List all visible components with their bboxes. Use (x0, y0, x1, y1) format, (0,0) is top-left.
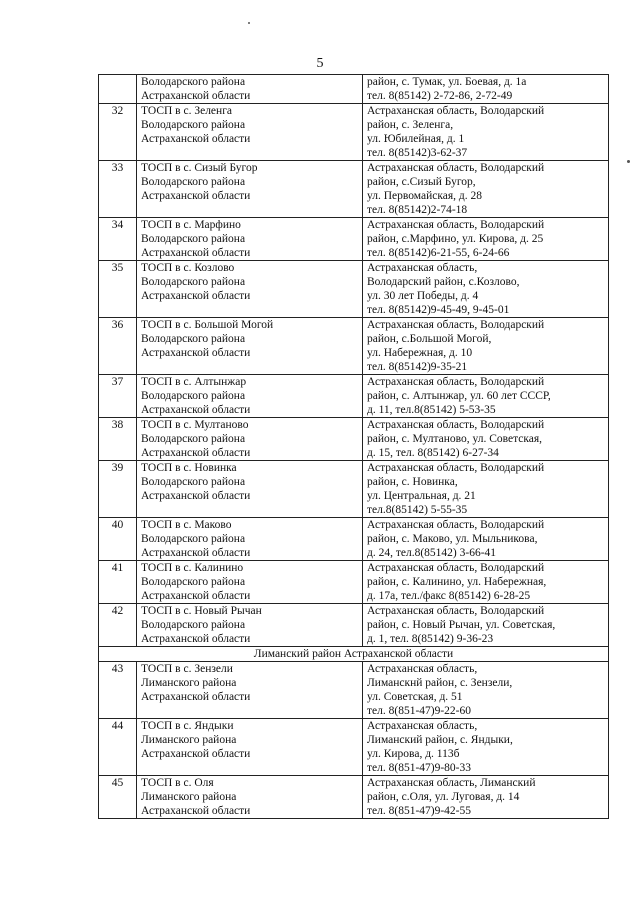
row-number: 45 (99, 776, 137, 819)
office-name-line: Володарского района (141, 476, 246, 488)
scan-speck (248, 22, 250, 24)
office-name-line: Лиманского района (141, 734, 237, 746)
address-line: тел. 8(851-47)9-80-33 (367, 762, 472, 774)
office-name-cell (137, 261, 363, 318)
office-name-line: ТОСП в с. Козлово (141, 262, 235, 274)
office-name-line: ТОСП в с. Новый Рычан (141, 605, 262, 617)
address-line: район, с. Новинка, (367, 476, 458, 488)
address-line: ул. Кирова, д. 113б (367, 748, 460, 760)
office-name-line: Астраханской области (141, 633, 251, 645)
office-name-line: Астраханской области (141, 748, 251, 760)
address-line: ул. Набережная, д. 10 (367, 347, 473, 359)
office-name-cell (137, 75, 363, 104)
address-line: Астраханская область, Володарский (367, 319, 545, 331)
office-name-line: Володарского района (141, 533, 246, 545)
office-name-line: Володарского района (141, 176, 246, 188)
address-line: Астраханская область, Володарский (367, 376, 545, 388)
address-line: Астраханская область, Володарский (367, 519, 545, 531)
address-line: д. 1, тел. 8(85142) 9-36-23 (367, 633, 494, 645)
table-row (99, 418, 609, 461)
address-line: район, с. Зеленга, (367, 119, 454, 131)
address-line: ул. Юбилейная, д. 1 (367, 133, 465, 145)
office-name-cell (137, 561, 363, 604)
office-name-line: ТОСП в с. Яндыки (141, 720, 234, 732)
row-number (99, 75, 137, 104)
office-name-line: Володарского района (141, 433, 246, 445)
office-name-line: Астраханской области (141, 547, 251, 559)
address-line: район, с.Сизый Бугор, (367, 176, 476, 188)
address-line: д. 17а, тел./факс 8(85142) 6-28-25 (367, 590, 531, 602)
section-heading-row (99, 647, 609, 662)
office-name-line: ТОСП в с. Оля (141, 777, 214, 789)
office-name-line: Астраханской области (141, 805, 251, 817)
address-line: район, с.Оля, ул. Луговая, д. 14 (367, 791, 520, 803)
address-line: район, с. Калинино, ул. Набережная, (367, 576, 547, 588)
address-line: тел. 8(85142)3-62-37 (367, 147, 468, 159)
office-name-cell (137, 518, 363, 561)
address-cell (363, 719, 609, 776)
address-line: д. 24, тел.8(85142) 3-66-41 (367, 547, 497, 559)
address-line: тел.8(85142) 5-55-35 (367, 504, 468, 516)
address-line: д. 15, тел. 8(85142) 6-27-34 (367, 447, 499, 459)
office-name-line: Астраханской области (141, 691, 251, 703)
address-line: тел. 8(851-47)9-22-60 (367, 705, 472, 717)
office-name-line: Астраханской области (141, 347, 251, 359)
address-cell (363, 776, 609, 819)
address-line: тел. 8(85142)9-35-21 (367, 361, 468, 373)
address-line: район, с. Маково, ул. Мыльникова, (367, 533, 538, 545)
office-name-line: Володарского района (141, 619, 246, 631)
address-line: Лиманский район, с. Яндыки, (367, 734, 513, 746)
table-row (99, 375, 609, 418)
office-name-cell (137, 218, 363, 261)
address-line: район, с. Новый Рычан, ул. Советская, (367, 619, 556, 631)
office-name-cell (137, 776, 363, 819)
table-row (99, 662, 609, 719)
table-row (99, 461, 609, 518)
office-name-line: Астраханской области (141, 404, 251, 416)
office-name-line: Астраханской области (141, 590, 251, 602)
address-line: район, с.Марфино, ул. Кирова, д. 25 (367, 233, 544, 245)
office-name-line: Володарского района (141, 76, 246, 88)
office-name-line: Астраханской области (141, 247, 251, 259)
table-row (99, 218, 609, 261)
address-cell (363, 318, 609, 375)
table-row (99, 604, 609, 647)
address-cell (363, 604, 609, 647)
address-cell (363, 461, 609, 518)
address-line: Астраханская область, Лиманский (367, 777, 536, 789)
row-number: 36 (99, 318, 137, 375)
address-line: тел. 8(85142) 2-72-86, 2-72-49 (367, 90, 513, 102)
row-number: 33 (99, 161, 137, 218)
address-line: тел. 8(851-47)9-42-55 (367, 805, 472, 817)
address-line: Лиманскнй район, с. Зензели, (367, 677, 513, 689)
row-number: 43 (99, 662, 137, 719)
scan-speck (627, 160, 630, 163)
row-number: 35 (99, 261, 137, 318)
office-name-line: Володарского района (141, 576, 246, 588)
address-cell (363, 418, 609, 461)
table-row (99, 318, 609, 375)
office-name-line: ТОСП в с. Большой Могой (141, 319, 274, 331)
address-cell (363, 104, 609, 161)
address-cell (363, 518, 609, 561)
address-line: район, с. Мултаново, ул. Советская, (367, 433, 543, 445)
office-name-cell (137, 662, 363, 719)
address-cell (363, 261, 609, 318)
table-body-limansky (99, 662, 609, 819)
office-name-cell (137, 104, 363, 161)
address-line: Астраханская область, Володарский (367, 419, 545, 431)
address-line: район, с.Большой Могой, (367, 333, 492, 345)
office-name-line: ТОСП в с. Маково (141, 519, 232, 531)
office-name-line: Володарского района (141, 333, 246, 345)
address-line: Астраханская область, (367, 663, 478, 675)
office-name-line: ТОСП в с. Зензели (141, 663, 233, 675)
office-name-cell (137, 418, 363, 461)
table-row (99, 561, 609, 604)
table-row (99, 75, 609, 104)
row-number: 38 (99, 418, 137, 461)
row-number: 39 (99, 461, 137, 518)
address-cell (363, 375, 609, 418)
address-line: ул. 30 лет Победы, д. 4 (367, 290, 479, 302)
address-line: Астраханская область, Володарский (367, 105, 545, 117)
address-cell (363, 161, 609, 218)
branch-table (98, 74, 609, 819)
table-row (99, 776, 609, 819)
table-row (99, 518, 609, 561)
office-name-cell (137, 719, 363, 776)
address-line: Астраханская область, (367, 720, 478, 732)
office-name-line: ТОСП в с. Мултаново (141, 419, 249, 431)
address-cell (363, 75, 609, 104)
row-number: 42 (99, 604, 137, 647)
office-name-line: Астраханской области (141, 190, 251, 202)
address-line: Астраханская область, Володарский (367, 162, 545, 174)
address-line: тел. 8(85142)6-21-55, 6-24-66 (367, 247, 510, 259)
address-cell (363, 218, 609, 261)
office-name-cell (137, 161, 363, 218)
address-line: ул. Советская, д. 51 (367, 691, 463, 703)
row-number: 34 (99, 218, 137, 261)
row-number: 40 (99, 518, 137, 561)
row-number: 41 (99, 561, 137, 604)
address-cell (363, 662, 609, 719)
office-name-line: Астраханской области (141, 133, 251, 145)
office-name-line: Лиманского района (141, 791, 237, 803)
address-line: ул. Центральная, д. 21 (367, 490, 476, 502)
page-number: 5 (316, 56, 324, 71)
office-name-line: ТОСП в с. Новинка (141, 462, 237, 474)
office-name-line: Астраханской области (141, 290, 251, 302)
office-name-line: Астраханской области (141, 447, 251, 459)
address-line: тел. 8(85142)2-74-18 (367, 204, 468, 216)
address-line: д. 11, тел.8(85142) 5-53-35 (367, 404, 496, 416)
office-name-cell (137, 318, 363, 375)
table-body-volodarsky (99, 75, 609, 647)
address-line: Астраханская область, Володарский (367, 605, 545, 617)
table-section (99, 647, 609, 662)
row-number: 44 (99, 719, 137, 776)
office-name-line: Лиманского района (141, 677, 237, 689)
table-row (99, 104, 609, 161)
office-name-line: Володарского района (141, 276, 246, 288)
address-line: район, с. Алтынжар, ул. 60 лет СССР, (367, 390, 551, 402)
table-row (99, 719, 609, 776)
office-name-line: Володарского района (141, 233, 246, 245)
address-line: Володарский район, с.Козлово, (367, 276, 520, 288)
address-line: Астраханская область, (367, 262, 478, 274)
table-row (99, 261, 609, 318)
office-name-line: ТОСП в с. Калинино (141, 562, 244, 574)
office-name-cell (137, 604, 363, 647)
address-line: ул. Первомайская, д. 28 (367, 190, 482, 202)
table-row (99, 161, 609, 218)
address-cell (363, 561, 609, 604)
office-name-line: ТОСП в с. Зеленга (141, 105, 233, 117)
office-name-line: Астраханской области (141, 490, 251, 502)
office-name-line: Володарского района (141, 390, 246, 402)
section-heading: Лиманский район Астраханской области (99, 647, 609, 662)
address-line: Астраханская область, Володарский (367, 462, 545, 474)
address-line: район, с. Тумак, ул. Боевая, д. 1а (367, 76, 527, 88)
office-name-cell (137, 375, 363, 418)
row-number: 37 (99, 375, 137, 418)
office-name-line: ТОСП в с. Алтынжар (141, 376, 247, 388)
office-name-line: Астраханской области (141, 90, 251, 102)
address-line: Астраханская область, Володарский (367, 562, 545, 574)
office-name-cell (137, 461, 363, 518)
row-number: 32 (99, 104, 137, 161)
office-name-line: ТОСП в с. Марфино (141, 219, 241, 231)
address-line: тел. 8(85142)9-45-49, 9-45-01 (367, 304, 510, 316)
office-name-line: Володарского района (141, 119, 246, 131)
office-name-line: ТОСП в с. Сизый Бугор (141, 162, 258, 174)
address-line: Астраханская область, Володарский (367, 219, 545, 231)
